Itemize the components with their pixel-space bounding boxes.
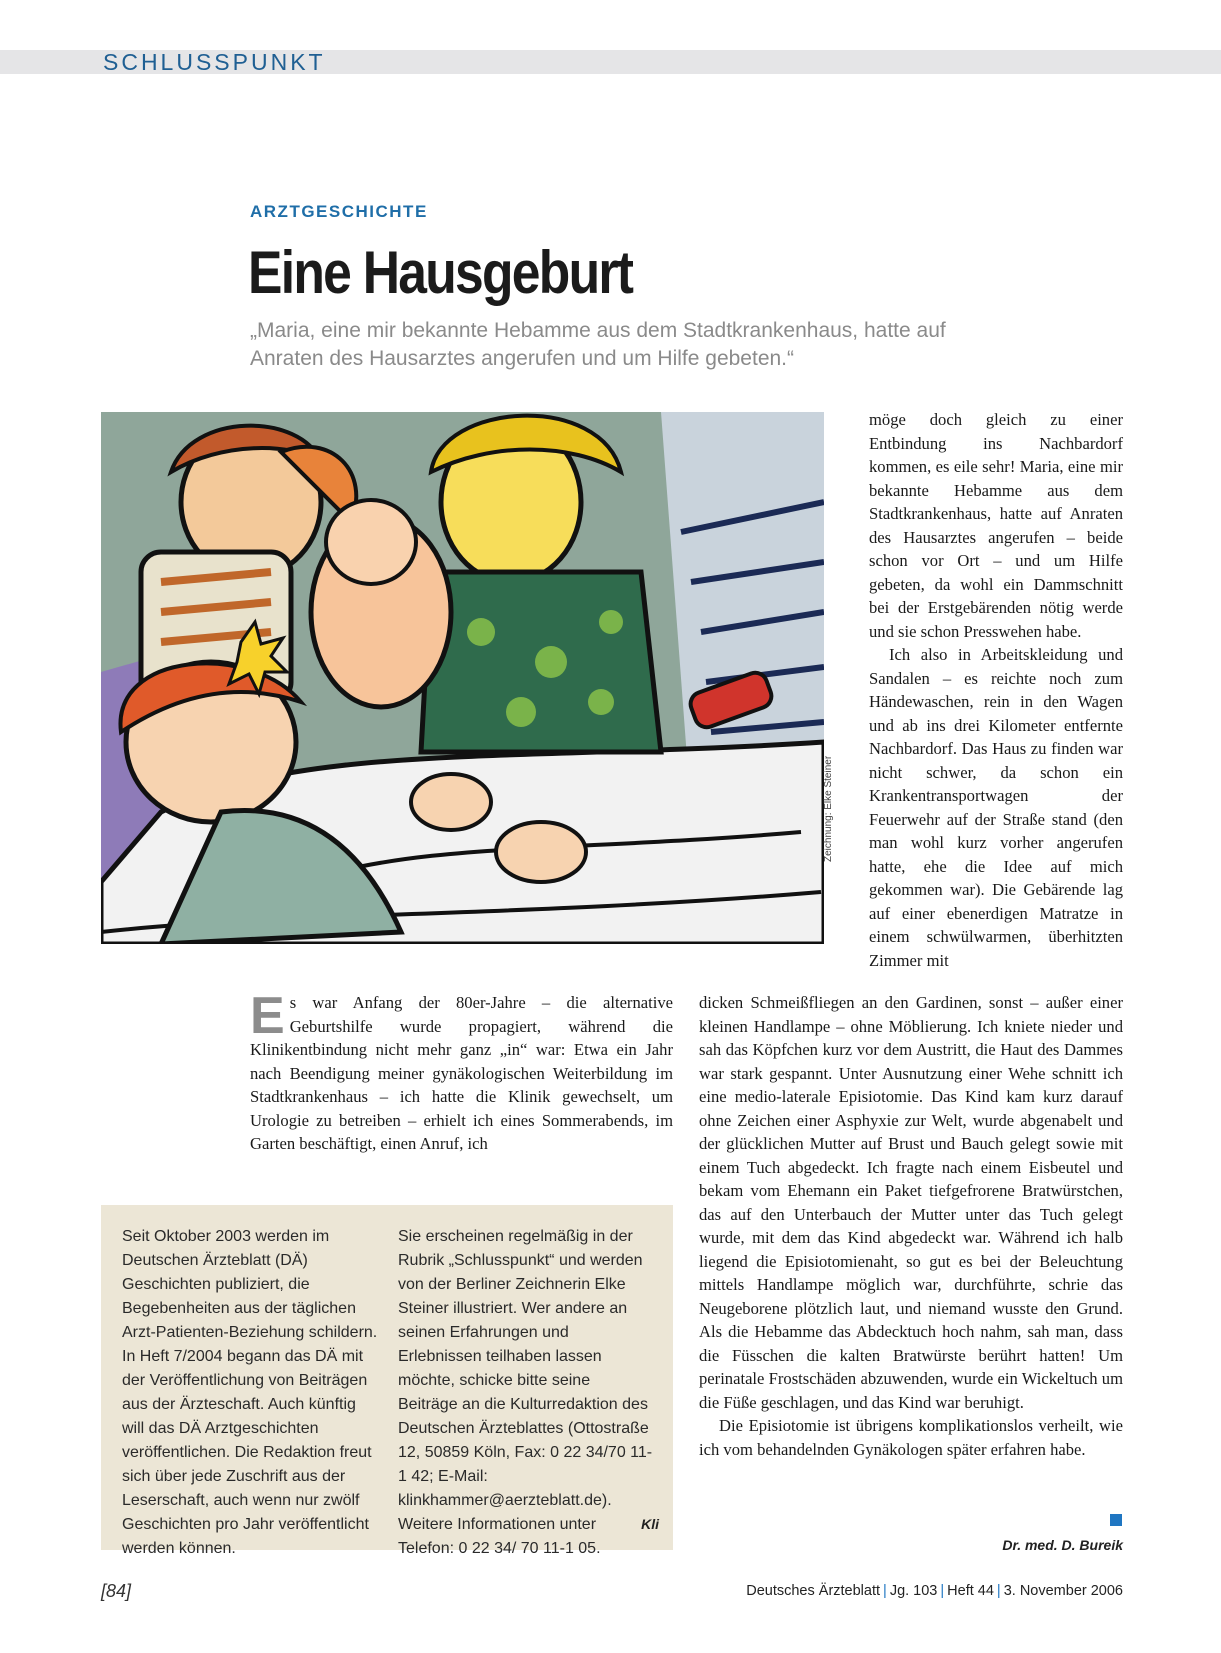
- info-box: [101, 1205, 673, 1557]
- article-column-right-bottom: [699, 991, 1123, 1461]
- footer-citation: [700, 1583, 1123, 1599]
- footer-journal: Deutsches Ärzteblatt: [746, 1583, 881, 1599]
- info-box-text-right: Sie erscheinen regelmäßig in der Rubrik „Schlusspunkt“ und werden von der Berliner Zeichnerin Elke Steiner illustriert. Wer andere an seinen Erfahrungen und Erlebnissen teilhaben lassen möchte, schicke bitte seine Beiträge an die Kulturredaktion des Deutschen Ärzteblattes (Ottostraße 12, 50859 Köln, Fax: 0 22 34/70 11-1 42; E-Mail: klinkhammer@aerzteblatt.de). Weitere Informationen unter Telefon: 0 22 34/ 70 11-1 05.: [398, 1228, 653, 1557]
- article-column-right-top: [869, 408, 1123, 972]
- paragraph: Ich also in Arbeitskleidung und Sandalen – es reichte noch zum Händewaschen, rein in den Wagen und ab ins drei Kilometer entfernte Nachbardorf. Das Haus zu finden war nicht schwer, da schon ein Krankentransportwagen der Feuerwehr auf der Straße stand (den man wohl kurz vorher angerufen hatte, ehe die Idee auf mich gekommen war). Die Gebärende lag auf einer ebenerdigen Matratze in einem schwülwarmen, überhitzten Zimmer mit: [869, 645, 1123, 970]
- illustration-home-birth-icon: [101, 412, 824, 944]
- paragraph: dicken Schmeißfliegen an den Gardinen, sonst – außer einer kleinen Handlampe – ohne Möblierung. Ich kniete nieder und sah das Köpfchen kurz vor dem Austritt, die Haut des Dammes war stark gespannt. Unter Ausnutzung einer Wehe schnitt ich eine medio-laterale Episiotomie. Das Kind kam kurz darauf ohne Zeichen einer Asphyxie zur Welt, wurde abgenabelt und der glücklichen Mutter auf Brust und Bauch gelegt sowie mit einem Tuch abgedeckt. Ich fragte nach einem Eisbeutel und bekam vom Ehemann ein Paket tiefgefrorene Bratwürstchen, das auf den Unterbauch der Mutter unter das Tuch gelegt wurde, mit dem das Kind abgedeckt war. Während ich halb liegend die Episiotomienaht, so gut es bei der Beleuchtung mittels Handlampe möglich war, durchführte, schrie das Neugeborene plötzlich laut, und niemand wusste den Grund. Als die Hebamme das Abdecktuch hoch nahm, sah man, dass die Füsschen die kalten Bratwürste berührt hatten! Um perinatale Frostschäden abzuwenden, wurde ein Wickeltuch um die Füße geschlagen, und das Kind war beruhigt.: [699, 993, 1123, 1412]
- footer-separator: |: [883, 1583, 887, 1599]
- drop-cap: E: [250, 987, 285, 1045]
- info-box-signature: Kli: [641, 1516, 659, 1532]
- info-box-text-left: Seit Oktober 2003 werden im Deutschen Ärzteblatt (DÄ) Geschichten publiziert, die Begebenheiten aus der täglichen Arzt-Patienten-Beziehung schildern. In Heft 7/2004 begann das DÄ mit der Veröffentlichung von Beiträgen aus der Ärzteschaft. Auch künftig will das DÄ Arztgeschichten veröffentlichen. Die Redaktion freut sich über jede Zuschrift aus der Leserschaft, auch wenn nur zwölf Geschichten pro Jahr veröffentlicht werden können.: [122, 1228, 378, 1557]
- article-column-lead: [250, 987, 673, 1156]
- footer-issue: Heft 44: [947, 1583, 994, 1599]
- end-mark-icon: [1110, 1514, 1122, 1526]
- lead-paragraph: [250, 987, 673, 1156]
- footer-separator: |: [996, 1583, 1001, 1599]
- page-number: [84]: [101, 1581, 132, 1601]
- article-author: Dr. med. D. Bureik: [1002, 1537, 1123, 1553]
- illustration-credit: Zeichnung: Elke Steiner: [823, 755, 834, 862]
- footer-date: 3. November 2006: [1003, 1583, 1123, 1599]
- lead-text: s war Anfang der 80er-Jahre – die alternative Geburtshilfe wurde propagiert, während die Klinikentbindung nicht mehr ganz „in“ war: Etwa ein Jahr nach Beendigung meiner gynäkologischen Weiterbildung im Stadtkrankenhaus – ich hatte die Klinik gewechselt, um Urologie zu betreiben – erhielt ich eines Sommerabends, im Garten beschäftigt, einen Anruf, ich: [250, 993, 673, 1153]
- article-kicker: ARZTGESCHICHTE: [250, 202, 428, 221]
- section-label: SCHLUSSPUNKT: [103, 49, 326, 75]
- footer-separator: |: [940, 1583, 945, 1599]
- paragraph: möge doch gleich zu einer Entbindung ins Nachbardorf kommen, es eile sehr! Maria, eine mir bekannte Hebamme aus dem Stadtkrankenhaus, hatte auf Anraten des Hausarztes angerufen – beide schon vor Ort – und um Hilfe gebeten, da wohl ein Dammschnitt bei der Erstgebärenden nötig werde und sie schon Presswehen habe.: [869, 410, 1123, 641]
- article-title: Eine Hausgeburt: [248, 239, 633, 306]
- paragraph: Die Episiotomie ist übrigens komplikationslos verheilt, wie ich vom behandelnden Gynäkologen später erfahren habe.: [699, 1416, 1123, 1459]
- footer-volume: Jg. 103: [889, 1583, 938, 1599]
- article-subtitle: „Maria, eine mir bekannte Hebamme aus dem Stadtkrankenhaus, hatte auf Anraten des Hausarztes angerufen und um Hilfe gebeten.“: [250, 319, 946, 370]
- article-illustration: [101, 412, 824, 944]
